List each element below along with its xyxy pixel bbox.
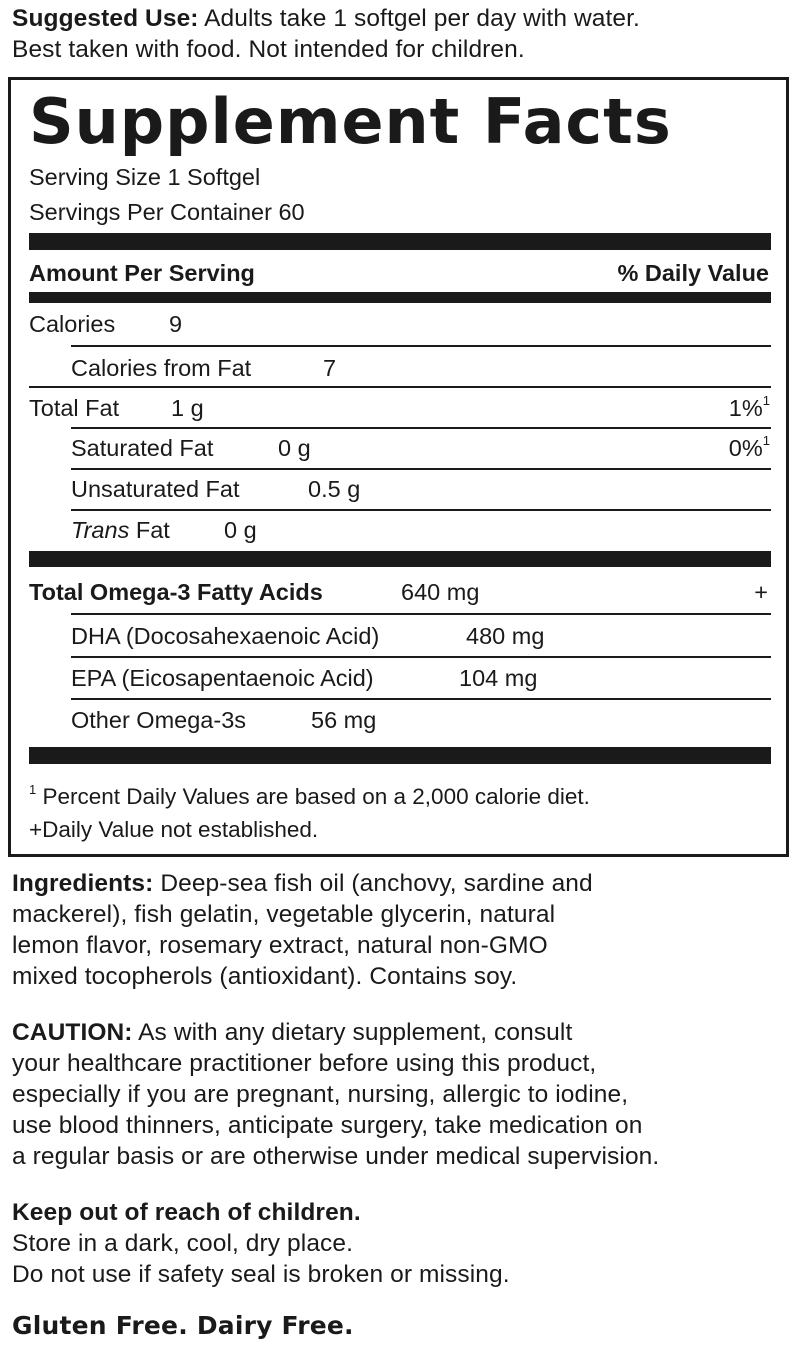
rule-cff — [29, 386, 771, 388]
dha-label: DHA (Docosahexaenoic Acid) — [71, 623, 380, 649]
gluten-dairy-free: Gluten Free. Dairy Free. — [12, 1311, 354, 1340]
other-omega3-value: 56 mg — [311, 707, 377, 733]
rule-saturated — [71, 468, 771, 470]
daily-value-header: % Daily Value — [617, 260, 769, 286]
trans-fat-value: 0 g — [224, 517, 257, 543]
thick-divider-bottom — [29, 747, 771, 764]
servings-per-container: Servings Per Container 60 — [29, 199, 305, 225]
suggested-use-line1: Adults take 1 softgel per day with water. — [198, 5, 640, 32]
total-fat-dv: 1%$^1$ — [728, 393, 770, 421]
saturated-fat-label: Saturated Fat — [71, 435, 214, 461]
ingredients: Ingredients: Deep-sea fish oil (anchovy, sardine and mackerel), fish gelatin, vegetable glycerin, natural lemon flavor, rosemary extract, natural non-GMO mixed tocopherols (antioxidant). Contains soy. — [12, 870, 593, 990]
calories-from-fat-value: 7 — [323, 355, 337, 381]
total-fat-label: Total Fat — [29, 395, 120, 421]
dha-value: 480 mg — [466, 623, 545, 649]
calories-label: Calories — [29, 311, 116, 337]
facts-title: Supplement Facts — [29, 85, 672, 158]
suggested-use-line2: Best taken with food. Not intended for children. — [12, 36, 525, 63]
epa-label: EPA (Eicosapentaenoic Acid) — [71, 665, 374, 691]
medium-divider — [29, 292, 771, 303]
keep-out-of-reach: Keep out of reach of children. — [12, 1199, 361, 1226]
omega3-label: Total Omega-3 Fatty Acids — [29, 579, 323, 605]
storage: Keep out of reach of children. Store in a dark, cool, dry place. Do not use if safety seal is broken or missing. — [12, 1199, 510, 1288]
rule-unsaturated — [71, 509, 771, 511]
trans-fat-label: Trans Fat — [71, 517, 170, 543]
thick-divider-mid — [29, 551, 771, 567]
caution-label: CAUTION: — [12, 1019, 133, 1046]
unsaturated-fat-label: Unsaturated Fat — [71, 476, 240, 502]
total-fat-value: 1 g — [171, 395, 204, 421]
footnote-daily-values: $^1$ Percent Daily Values are based on a 2,000 calorie diet. — [29, 782, 590, 809]
epa-value: 104 mg — [459, 665, 538, 691]
caution: CAUTION: As with any dietary supplement, consult your healthcare practitioner before using this product, especially if you are pregnant, nursing, allergic to iodine, use blood thinners, anticipate surgery, take medication on a regular basis or are otherwise under medical supervision. — [12, 1019, 660, 1170]
saturated-fat-value: 0 g — [278, 435, 311, 461]
other-omega3-label: Other Omega-3s — [71, 707, 247, 733]
suggested-use — [12, 3, 800, 65]
rule-omega3 — [71, 613, 771, 615]
rule-calories — [71, 345, 771, 347]
omega3-dv: + — [754, 579, 768, 605]
amount-per-serving-header: Amount Per Serving — [29, 260, 255, 286]
rule-dha — [71, 656, 771, 658]
suggested-use-label: Suggested Use: — [12, 5, 199, 32]
supplement-facts-panel — [8, 77, 789, 857]
rule-total-fat — [71, 427, 771, 429]
saturated-fat-dv: 0%$^1$ — [728, 433, 770, 461]
omega3-value: 640 mg — [401, 579, 480, 605]
calories-from-fat-label: Calories from Fat — [71, 355, 252, 381]
unsaturated-fat-value: 0.5 g — [308, 476, 361, 502]
footnote-not-established: +Daily Value not established. — [29, 817, 319, 842]
serving-size: Serving Size 1 Softgel — [29, 164, 261, 190]
rule-epa — [71, 698, 771, 700]
calories-value: 9 — [169, 311, 183, 337]
ingredients-label: Ingredients: — [12, 870, 154, 897]
thick-divider-top — [29, 233, 771, 250]
